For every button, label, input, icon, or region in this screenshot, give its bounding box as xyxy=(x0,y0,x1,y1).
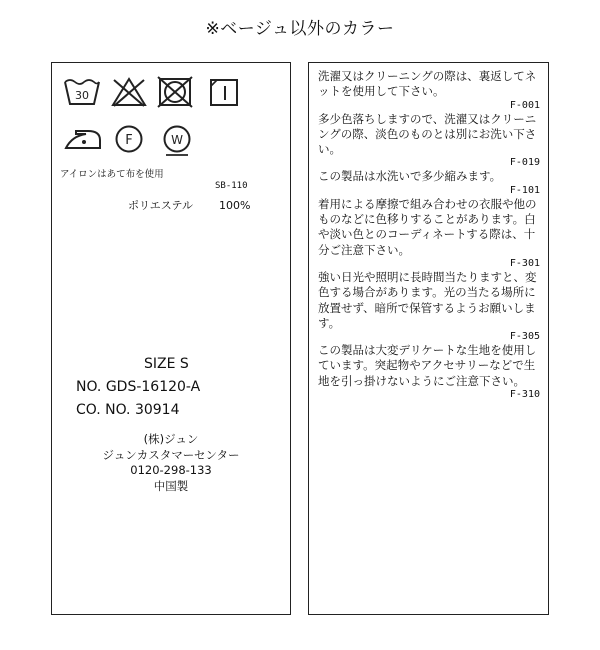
care-code: F-310 xyxy=(509,389,540,401)
wet-clean-letter: W xyxy=(171,133,183,147)
size-text: SIZE S xyxy=(144,356,189,372)
no-tumble-dry-icon xyxy=(156,75,194,109)
material-line xyxy=(128,197,250,213)
care-note: 着用による摩擦で組み合わせの衣服や他のものなどに色移りすることがあります。白や淡い色とのコーディネートする際は、十分ご注意下さい。 xyxy=(318,196,537,257)
care-note: 多少色落ちしますので、洗濯又はクリーニングの際、淡色のものとは別にお洗い下さい。 xyxy=(318,111,537,157)
company-block xyxy=(51,432,291,494)
care-code: F-305 xyxy=(509,331,540,343)
care-instructions xyxy=(318,69,540,401)
care-code: F-001 xyxy=(509,99,540,111)
sb-code: SB-110 xyxy=(215,181,248,191)
wash-temp-label: 30 xyxy=(75,89,89,102)
iron-low-icon xyxy=(62,126,104,152)
wash-30-icon xyxy=(62,76,102,108)
line-dry-icon xyxy=(208,76,240,108)
care-note: この製品は大変デリケートな生地を使用しています。突起物やアクセサリーなどで生地を引っ掛けないようにご注意下さい。 xyxy=(318,343,537,388)
iron-note: アイロンはあて布を使用 xyxy=(60,169,164,180)
company-line: 0120-298-133 xyxy=(130,463,212,477)
wet-clean-w-icon xyxy=(162,124,192,158)
product-number: NO. GDS-16120-A xyxy=(76,379,201,395)
care-note: 洗濯又はクリーニングの際は、裏返してネットを使用して下さい。 xyxy=(318,69,537,99)
care-code: F-101 xyxy=(509,184,540,196)
dry-clean-f-icon xyxy=(114,124,144,154)
page-heading: ※ベージュ以外のカラー xyxy=(205,19,395,39)
dry-clean-letter: F xyxy=(125,133,133,148)
no-bleach-icon xyxy=(110,76,148,108)
company-line: (株)ジュン xyxy=(143,432,199,446)
material-name: ポリエステル xyxy=(128,199,194,212)
care-code: F-301 xyxy=(509,257,540,269)
care-note: 強い日光や照明に長時間当たりますと、変色する場合があります。光の当たる場所に放置せず、暗所で保管するようお願いします。 xyxy=(318,269,537,330)
material-percent: 100% xyxy=(219,199,251,212)
care-code: F-019 xyxy=(509,157,540,169)
company-line: ジュンカスタマーセンター xyxy=(102,447,240,462)
company-line: 中国製 xyxy=(153,478,189,493)
care-note: この製品は水洗いで多少縮みます。 xyxy=(318,169,502,184)
co-number: CO. NO. 30914 xyxy=(76,402,180,418)
